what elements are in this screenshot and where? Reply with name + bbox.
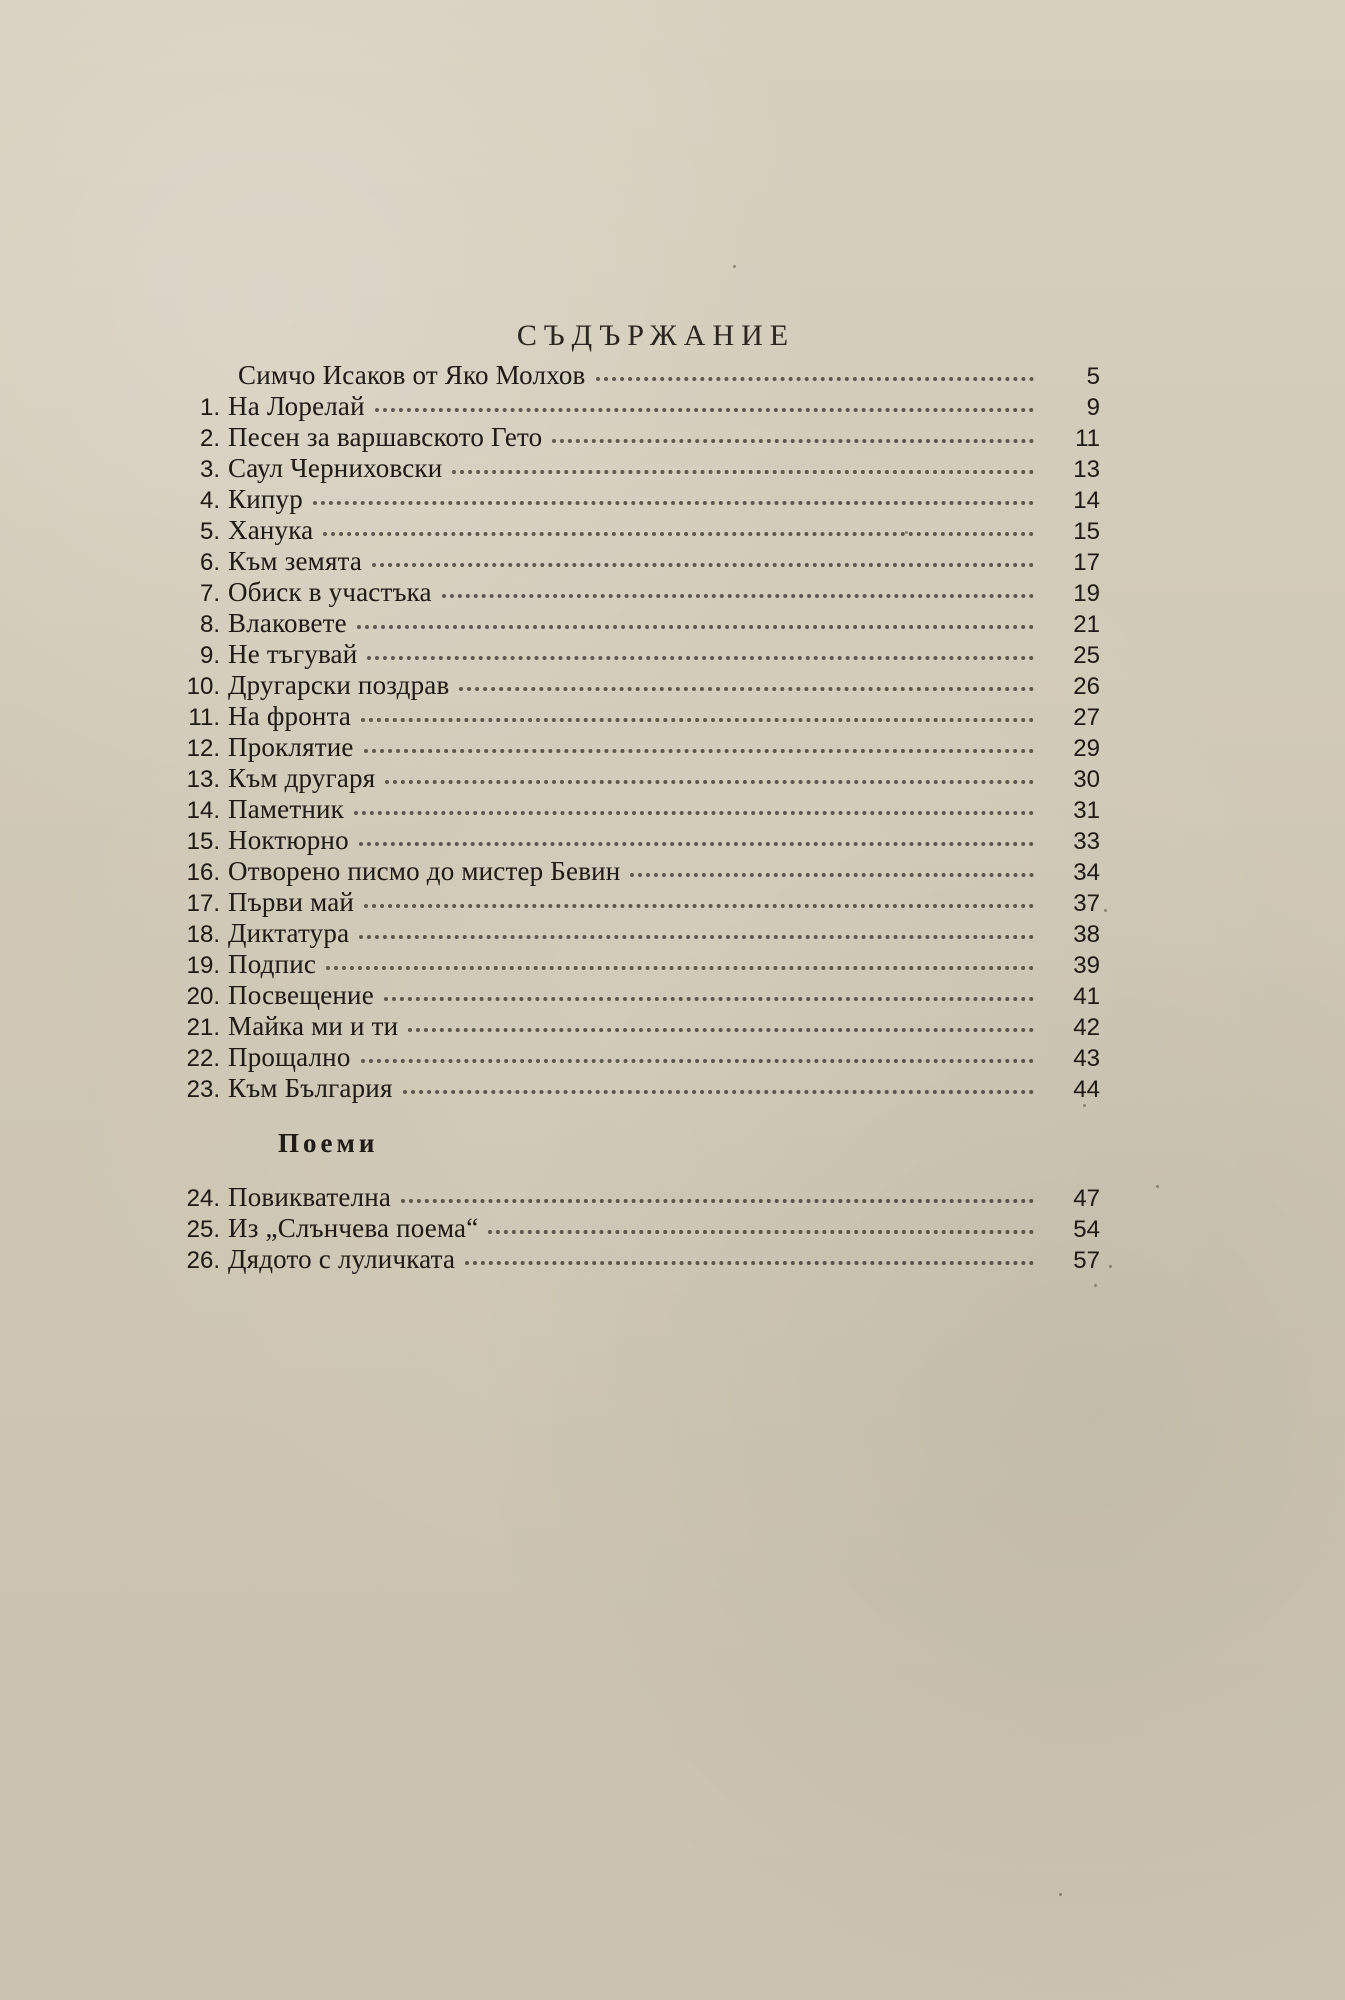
dot-leader: [385, 779, 1034, 784]
page-number: 27: [1073, 704, 1100, 731]
entry-title: Другарски поздрав: [228, 670, 450, 700]
entry-title: Обиск в участъка: [228, 577, 432, 607]
entry-title: Паметник: [228, 794, 344, 824]
paper-speck: [1156, 1185, 1159, 1188]
dot-leader: [359, 841, 1034, 846]
page-number: 14: [1073, 487, 1100, 514]
entry-number: 12.: [186, 735, 220, 762]
table-row: [180, 453, 1100, 484]
page-number: 44: [1073, 1076, 1100, 1103]
table-row: [180, 1042, 1100, 1073]
table-row: [180, 608, 1100, 639]
page-number: 39: [1073, 952, 1100, 979]
paper-speck: [1109, 1265, 1112, 1268]
entry-title: Към другаря: [228, 763, 376, 793]
entry-number: 9.: [199, 642, 220, 669]
page-number: 30: [1073, 766, 1100, 793]
table-row: [180, 1011, 1100, 1042]
entry-title: На фронта: [228, 701, 352, 731]
paper-speck: [733, 265, 736, 268]
entry-title: Из „Слънчева поема“: [228, 1213, 479, 1243]
page-number: 25: [1073, 642, 1100, 669]
table-row: [180, 422, 1100, 453]
entry-number: 5.: [199, 518, 220, 545]
entry-title: Отворено писмо до мистер Бевин: [228, 856, 621, 886]
dot-leader: [313, 500, 1034, 505]
entry-title: Подпис: [228, 949, 317, 979]
entry-title: Кипур: [228, 484, 303, 514]
table-row: [180, 918, 1100, 949]
paper-speck: [1094, 1284, 1097, 1287]
entry-number: 13.: [186, 766, 220, 793]
table-row: [180, 732, 1100, 763]
dot-leader: [452, 469, 1034, 474]
entry-number: 25.: [186, 1216, 220, 1243]
dot-leader: [401, 1198, 1034, 1203]
table-row: [180, 794, 1100, 825]
entry-number: 15.: [186, 828, 220, 855]
page-number: 13: [1073, 456, 1100, 483]
entry-number: 10.: [186, 673, 220, 700]
entry-title: Прощално: [228, 1042, 351, 1072]
table-row: [180, 701, 1100, 732]
entry-title: Към земята: [228, 546, 363, 576]
dot-leader: [367, 655, 1034, 660]
page-number: 15: [1073, 518, 1100, 545]
entry-number: 2.: [199, 425, 220, 452]
table-row: [180, 1182, 1100, 1213]
dot-leader: [357, 624, 1034, 629]
table-row: [180, 980, 1100, 1011]
table-row: [180, 825, 1100, 856]
page-title: СЪДЪРЖАНИЕ: [516, 319, 796, 353]
page-number: 34: [1073, 859, 1100, 886]
entry-number: 24.: [186, 1185, 220, 1212]
entry-title: Към България: [228, 1073, 393, 1103]
entry-title: Симчо Исаков от Яко Молхов: [238, 360, 586, 390]
dot-leader: [372, 562, 1034, 567]
entry-number: 16.: [186, 859, 220, 886]
dot-leader: [361, 1058, 1034, 1063]
dot-leader: [354, 810, 1034, 815]
entry-number: 19.: [186, 952, 220, 979]
dot-leader: [326, 965, 1034, 970]
table-row: [180, 1213, 1100, 1244]
entry-number: 11.: [188, 704, 220, 731]
entry-number: 3.: [199, 456, 220, 483]
page-number: 37: [1073, 890, 1100, 917]
page-number: 26: [1073, 673, 1100, 700]
table-row: [180, 856, 1100, 887]
entry-title: На Лорелай: [228, 391, 365, 421]
entry-number: 22.: [186, 1045, 220, 1072]
entry-number: 21.: [186, 1014, 220, 1041]
page-number: 43: [1073, 1045, 1100, 1072]
page-number: 38: [1073, 921, 1100, 948]
entry-title: Диктатура: [228, 918, 350, 948]
dot-leader: [596, 376, 1035, 381]
entry-title: Песен за варшавското Гето: [228, 422, 543, 452]
entry-number: 4.: [199, 487, 220, 514]
entry-title: Проклятие: [228, 732, 354, 762]
table-row: [180, 887, 1100, 918]
paper-speck: [1059, 1893, 1062, 1896]
table-row: [180, 515, 1100, 546]
entry-number: 26.: [186, 1247, 220, 1274]
entry-number: 23.: [186, 1076, 220, 1103]
dot-leader: [488, 1229, 1034, 1234]
page-number: 47: [1073, 1185, 1100, 1212]
table-row: [180, 949, 1100, 980]
entry-title: Не тъгувай: [228, 639, 358, 669]
contents-list: [180, 360, 1100, 1104]
table-row: [180, 763, 1100, 794]
page-number: 19: [1073, 580, 1100, 607]
table-row: [180, 1244, 1100, 1275]
paper-speck: [1104, 909, 1107, 912]
table-row: [180, 484, 1100, 515]
page-number: 5: [1086, 363, 1100, 390]
page-number: 17: [1073, 549, 1100, 576]
dot-leader: [384, 996, 1034, 1001]
entry-title: Влаковете: [228, 608, 347, 638]
table-row: [180, 670, 1100, 701]
page-number: 42: [1073, 1014, 1100, 1041]
entry-title: Повиквателна: [228, 1182, 392, 1212]
dot-leader: [552, 438, 1034, 443]
dot-leader: [323, 531, 1034, 536]
entry-title: Ханука: [228, 515, 314, 545]
page-number: 21: [1073, 611, 1100, 638]
dot-leader: [465, 1260, 1034, 1265]
page-number: 41: [1073, 983, 1100, 1010]
entry-number: 1.: [199, 394, 220, 421]
dot-leader: [459, 686, 1034, 691]
dot-leader: [442, 593, 1034, 598]
dot-leader: [361, 717, 1034, 722]
dot-leader: [403, 1089, 1034, 1094]
page-number: 33: [1073, 828, 1100, 855]
page-number: 11: [1075, 425, 1100, 452]
entry-title: Майка ми и ти: [228, 1011, 399, 1041]
entry-title: Ноктюрно: [228, 825, 349, 855]
entry-number: 14.: [186, 797, 220, 824]
dot-leader: [359, 934, 1034, 939]
dot-leader: [364, 748, 1034, 753]
dot-leader: [630, 872, 1034, 877]
entry-number: 20.: [186, 983, 220, 1010]
table-row: [180, 546, 1100, 577]
entry-title: Първи май: [228, 887, 355, 917]
page-number: 9: [1086, 394, 1100, 421]
entry-number: 8.: [199, 611, 220, 638]
section-heading: Поеми: [278, 1128, 379, 1158]
entry-title: Дядото с луличката: [228, 1244, 456, 1274]
entry-number: 7.: [199, 580, 220, 607]
entry-title: Саул Черниховски: [228, 453, 443, 483]
entry-number: 6.: [199, 549, 220, 576]
poems-list: [180, 1182, 1100, 1275]
page-number: 54: [1073, 1216, 1100, 1243]
entry-title: Посвещение: [228, 980, 374, 1010]
table-row: [180, 639, 1100, 670]
entry-number: 17.: [186, 890, 220, 917]
dot-leader: [375, 407, 1034, 412]
table-row: [180, 360, 1100, 391]
table-row: [180, 577, 1100, 608]
table-row: [180, 1073, 1100, 1104]
page-number: 57: [1073, 1247, 1100, 1274]
table-row: [180, 391, 1100, 422]
page-number: 29: [1073, 735, 1100, 762]
dot-leader: [364, 903, 1034, 908]
page-number: 31: [1073, 797, 1100, 824]
dot-leader: [408, 1027, 1034, 1032]
entry-number: 18.: [186, 921, 220, 948]
